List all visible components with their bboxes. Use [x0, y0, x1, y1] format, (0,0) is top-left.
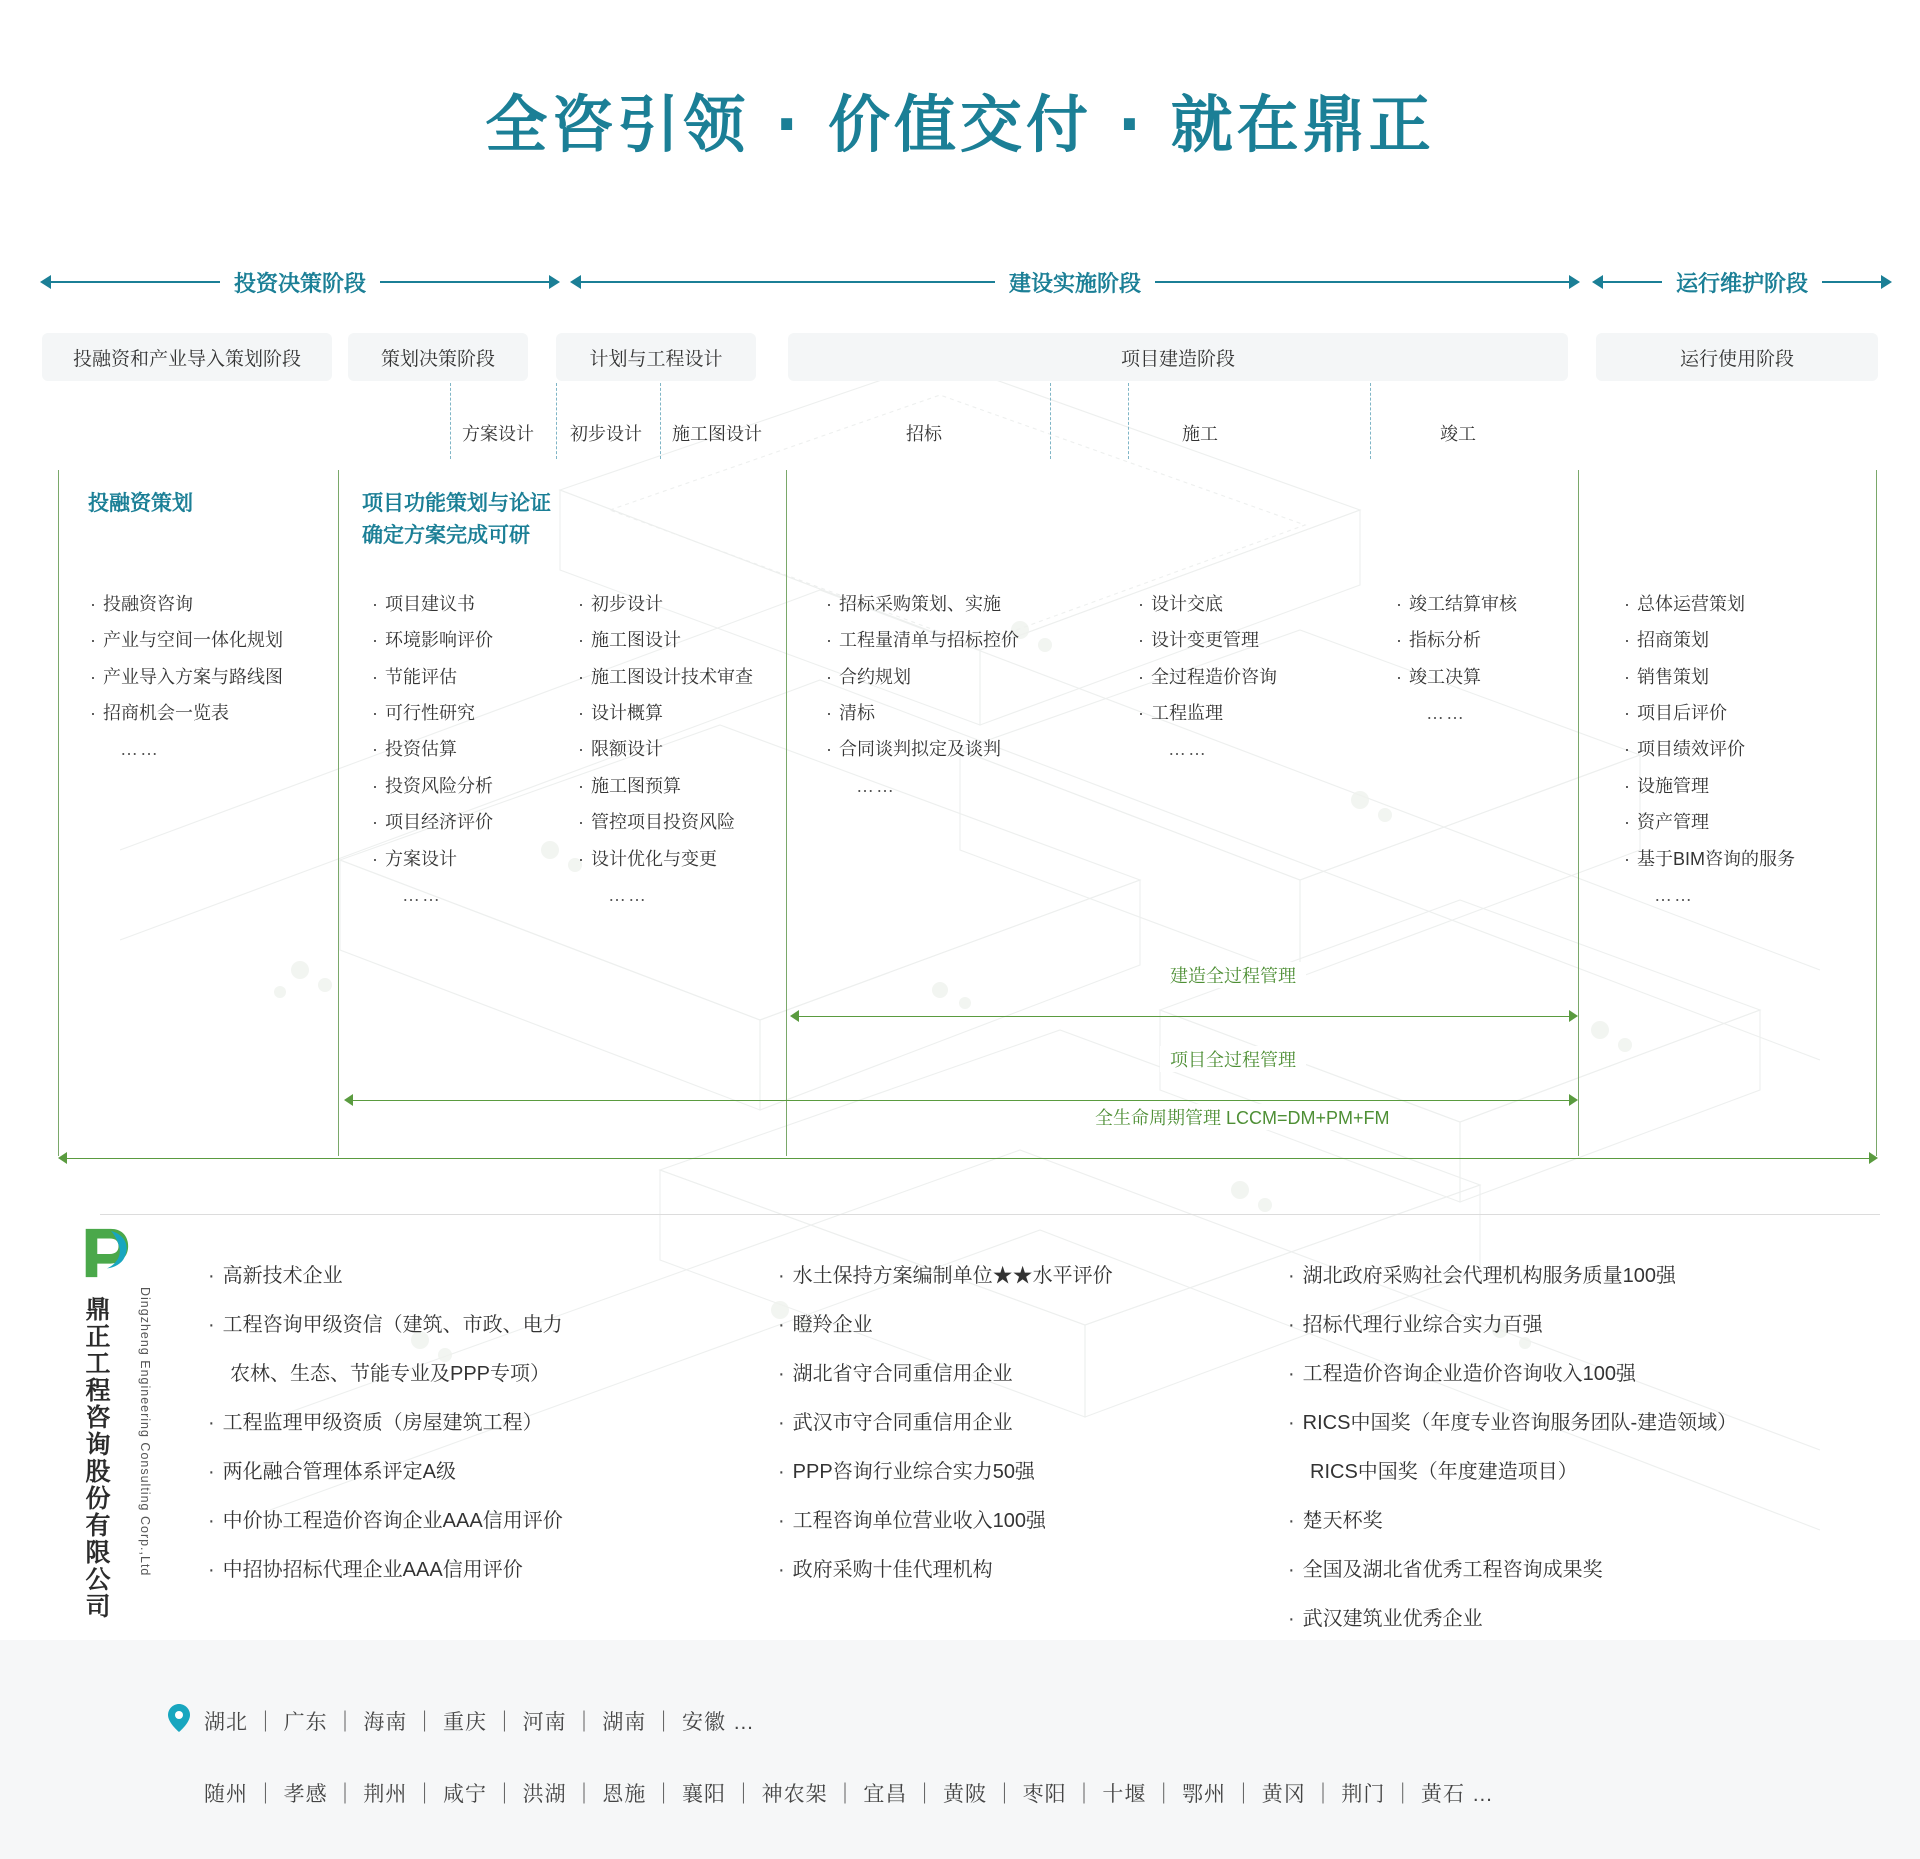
list-more: ……: [402, 884, 442, 905]
stage-label: 运行使用阶段: [1679, 348, 1794, 370]
arrow-left-icon: [1592, 275, 1603, 289]
credential-item: · 水土保持方案编制单位★★水平评价: [778, 1252, 1113, 1301]
stage-box-financing[interactable]: [42, 333, 332, 381]
heading-line-2: 确定方案完成可研: [362, 523, 530, 547]
dash-connector: [556, 383, 557, 459]
list-item: · 限额设计: [578, 731, 753, 767]
list-item: · 工程量清单与招标控价: [826, 622, 1019, 658]
list-item: · 方案设计: [372, 841, 493, 877]
list-completion: [1396, 586, 1517, 731]
list-more: ……: [1654, 884, 1694, 905]
list-item: · 竣工结算审核: [1396, 586, 1517, 622]
credential-item: · 全国及湖北省优秀工程咨询成果奖: [1288, 1546, 1737, 1595]
list-bidding: [826, 586, 1019, 804]
credential-item-cont: 农林、生态、节能专业及PPP专项）: [230, 1363, 551, 1385]
dash-connector: [1370, 383, 1371, 459]
column-heading-project-function: [362, 488, 551, 551]
dash-connector: [450, 383, 451, 459]
stage-label: 项目建造阶段: [1120, 348, 1235, 370]
arrow-right-icon: [1569, 1010, 1578, 1022]
management-label-lifecycle: 全生命周期管理 LCCM=DM+PM+FM: [1085, 1104, 1400, 1130]
list-item: · 合同谈判拟定及谈判: [826, 731, 1019, 767]
dash-connector: [660, 383, 661, 459]
column-heading-financing: [88, 488, 193, 520]
section-divider-top: [100, 1214, 1880, 1215]
list-item: · 招商机会一览表: [90, 695, 283, 731]
list-item: · 投资估算: [372, 731, 493, 767]
list-item: · 基于BIM咨询的服务: [1624, 841, 1795, 877]
list-more: ……: [1168, 739, 1208, 760]
list-item: · 产业导入方案与路线图: [90, 659, 283, 695]
management-label-project: 项目全过程管理: [1160, 1046, 1306, 1072]
logo-company-name-cn: 鼎正工程咨询股份有限公司: [82, 1296, 111, 1620]
credential-item: · 湖北政府采购社会代理机构服务质量100强: [1288, 1252, 1737, 1301]
credential-item: · 中价协工程造价咨询企业AAA信用评价: [208, 1497, 563, 1546]
dash-connector: [1050, 383, 1051, 459]
list-item: · 初步设计: [578, 586, 753, 622]
list-item: · 项目绩效评价: [1624, 731, 1795, 767]
sub-stage-preliminary-design: 初步设计: [570, 424, 642, 444]
list-item: · 投融资咨询: [90, 586, 283, 622]
frame-divider-2: [786, 470, 787, 1156]
phase-arrow-row: [0, 265, 1920, 305]
list-project-function: [372, 586, 493, 913]
footer-bar: [0, 1640, 1920, 1859]
arrow-left-icon: [40, 275, 51, 289]
credential-item: · 楚天杯奖: [1288, 1497, 1737, 1546]
credential-item: · 武汉建筑业优秀企业: [1288, 1595, 1737, 1644]
list-item: · 环境影响评价: [372, 622, 493, 658]
list-item: · 设计交底: [1138, 586, 1277, 622]
list-item: · 项目建议书: [372, 586, 493, 622]
list-item: · 设计概算: [578, 695, 753, 731]
credential-list-3: [1288, 1252, 1737, 1644]
list-item: · 资产管理: [1624, 804, 1795, 840]
credential-item: · 招标代理行业综合实力百强: [1288, 1301, 1737, 1350]
list-item: · 全过程造价咨询: [1138, 659, 1277, 695]
list-item: · 施工图设计技术审查: [578, 659, 753, 695]
management-arrow-lifecycle: [58, 1150, 1878, 1168]
list-more: ……: [856, 775, 896, 796]
arrow-left-icon: [570, 275, 581, 289]
list-more: ……: [120, 739, 160, 760]
stage-label: 投融资和产业导入策划阶段: [72, 348, 301, 370]
list-item: · 可行性研究: [372, 695, 493, 731]
list-item: · 管控项目投资风险: [578, 804, 753, 840]
list-item: · 项目后评价: [1624, 695, 1795, 731]
credential-item: · 瞪羚企业: [778, 1301, 1113, 1350]
credential-item: · 工程咨询单位营业收入100强: [778, 1497, 1113, 1546]
stage-box-operation[interactable]: [1596, 333, 1878, 381]
credential-item: · 中招协招标代理企业AAA信用评价: [208, 1546, 563, 1595]
sub-stage-scheme-design: 方案设计: [462, 424, 534, 444]
list-item: · 合约规划: [826, 659, 1019, 695]
sub-stage-completion: 竣工: [1440, 424, 1476, 444]
sub-stage-construction-drawing: 施工图设计: [672, 424, 762, 444]
list-item: · 指标分析: [1396, 622, 1517, 658]
footer-provinces: 湖北 ｜ 广东 ｜ 海南 ｜ 重庆 ｜ 河南 ｜ 湖南 ｜ 安徽 …: [204, 1711, 755, 1734]
management-arrow-construction: [790, 1008, 1578, 1026]
list-item: · 销售策划: [1624, 659, 1795, 695]
location-pin-icon: [168, 1704, 190, 1732]
logo-company-name-en: Dingzheng Engineering Consulting Corp.,Ltd: [138, 1287, 152, 1577]
credential-item-cont: RICS中国奖（年度建造项目）: [1310, 1461, 1578, 1483]
arrow-right-icon: [1569, 1094, 1578, 1106]
list-item: · 项目经济评价: [372, 804, 493, 840]
phase-arrow-operation: [1592, 265, 1892, 299]
list-item: · 产业与空间一体化规划: [90, 622, 283, 658]
arrow-right-icon: [1881, 275, 1892, 289]
credential-item: · 武汉市守合同重信用企业: [778, 1399, 1113, 1448]
list-item: · 招商策划: [1624, 622, 1795, 658]
phase-label: 投资决策阶段: [234, 270, 367, 296]
credential-item: · 工程监理甲级资质（房屋建筑工程）: [208, 1399, 563, 1448]
frame-divider-3: [1578, 470, 1579, 1156]
phase-label: 运行维护阶段: [1676, 270, 1809, 296]
list-more: ……: [1426, 703, 1466, 724]
frame-divider-1: [338, 470, 339, 1156]
company-logo: [78, 1225, 168, 1620]
arrow-right-icon: [1569, 275, 1580, 289]
dash-connector: [1128, 383, 1129, 459]
arrow-right-icon: [1869, 1152, 1878, 1164]
heading-line: 投融资策划: [88, 492, 193, 515]
management-label-construction: 建造全过程管理: [1160, 962, 1306, 988]
sub-stage-construction: 施工: [1182, 424, 1218, 444]
stage-box-construction[interactable]: [788, 333, 1568, 381]
credential-item: · 工程造价咨询企业造价咨询收入100强: [1288, 1350, 1737, 1399]
phase-arrow-investment: [40, 265, 560, 299]
stage-box-planning[interactable]: [348, 333, 528, 381]
list-item: · 节能评估: [372, 659, 493, 695]
list-item: · 总体运营策划: [1624, 586, 1795, 622]
credential-list-2: [778, 1252, 1113, 1595]
logo-mark-icon: [78, 1225, 132, 1281]
list-item: · 工程监理: [1138, 695, 1277, 731]
stage-label: 策划决策阶段: [380, 348, 495, 370]
list-more: ……: [608, 884, 648, 905]
list-item: · 设计优化与变更: [578, 841, 753, 877]
stage-label: 计划与工程设计: [589, 348, 723, 370]
list-item: · 招标采购策划、实施: [826, 586, 1019, 622]
frame-right-edge: [1876, 470, 1877, 1156]
credential-item: · 湖北省守合同重信用企业: [778, 1350, 1113, 1399]
frame-left-edge: [58, 470, 59, 1156]
list-item: · 设计变更管理: [1138, 622, 1277, 658]
heading-line-1: 项目功能策划与论证: [362, 492, 551, 515]
list-design: [578, 586, 753, 913]
list-item: · 清标: [826, 695, 1019, 731]
credential-item: · RICS中国奖（年度专业咨询服务团队-建造领域）: [1288, 1399, 1737, 1448]
stage-box-design[interactable]: [556, 333, 756, 381]
credential-list-1: [208, 1252, 563, 1595]
page-title: 全咨引领 · 价值交付 · 就在鼎正: [485, 88, 1435, 161]
list-item: · 竣工决算: [1396, 659, 1517, 695]
credential-item: · 高新技术企业: [208, 1252, 563, 1301]
list-construction: [1138, 586, 1277, 768]
phase-label: 建设实施阶段: [1009, 270, 1142, 296]
list-item: · 投资风险分析: [372, 768, 493, 804]
credential-item: · 政府采购十佳代理机构: [778, 1546, 1113, 1595]
phase-arrow-construction: [570, 265, 1580, 299]
sub-stage-bidding: 招标: [906, 424, 942, 444]
list-item: · 施工图预算: [578, 768, 753, 804]
list-item: · 施工图设计: [578, 622, 753, 658]
list-operation: [1624, 586, 1795, 913]
list-item: · 设施管理: [1624, 768, 1795, 804]
footer-cities: 随州 ｜ 孝感 ｜ 荆州 ｜ 咸宁 ｜ 洪湖 ｜ 恩施 ｜ 襄阳 ｜ 神农架 ｜ 宜昌 ｜ 黄陂 ｜ 枣阳 ｜ 十堰 ｜ 鄂州 ｜ 黄冈 ｜ 荆门 ｜ 黄石 …: [204, 1783, 1494, 1806]
list-financing: [90, 586, 283, 768]
credential-item: · 两化融合管理体系评定A级: [208, 1448, 563, 1497]
credential-item: · 工程咨询甲级资信（建筑、市政、电力: [208, 1301, 563, 1350]
arrow-right-icon: [549, 275, 560, 289]
credential-item: · PPP咨询行业综合实力50强: [778, 1448, 1113, 1497]
